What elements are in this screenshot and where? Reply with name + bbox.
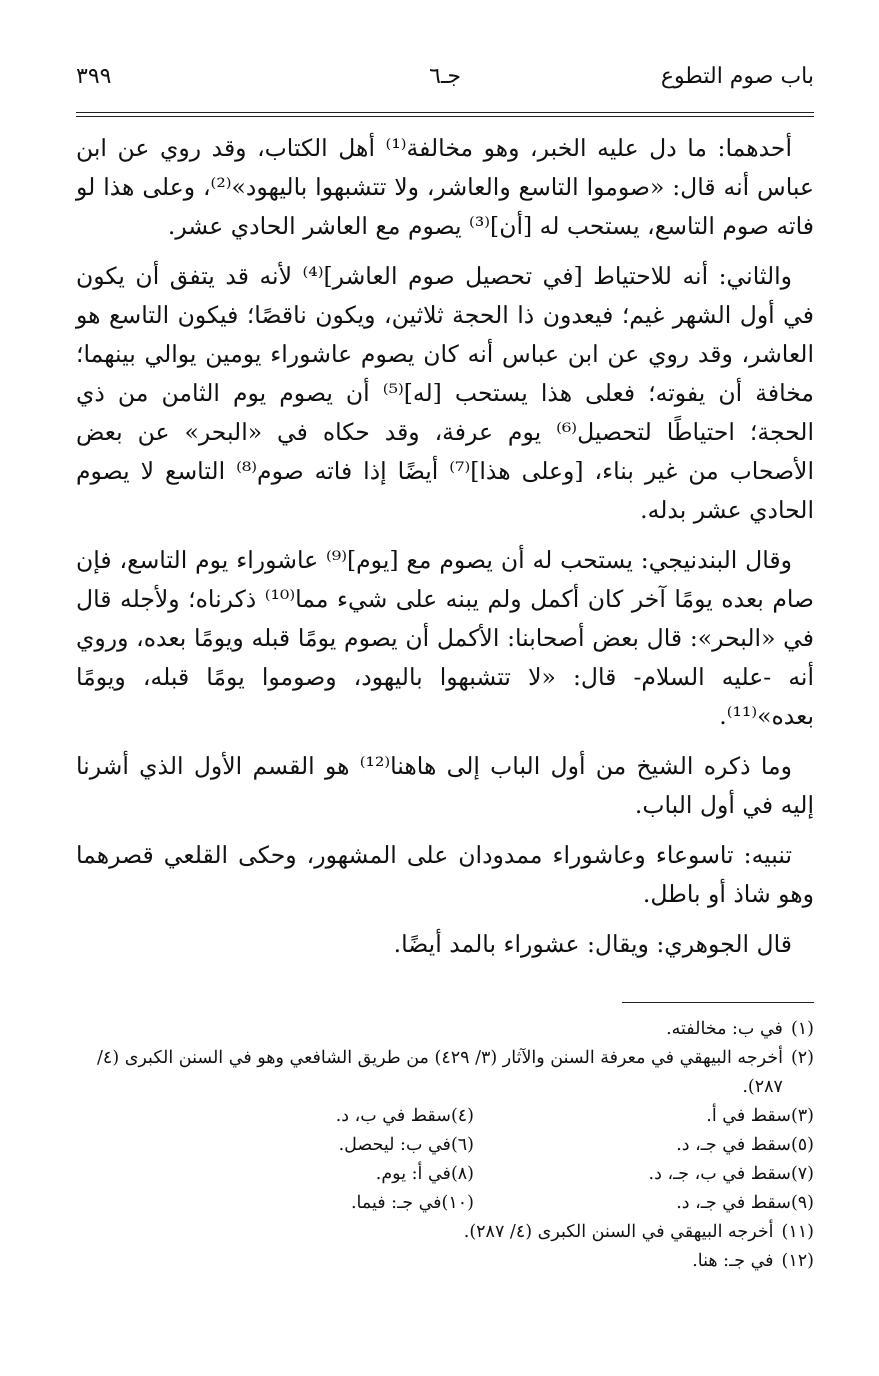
footnote-row <box>76 1189 814 1218</box>
paragraph: وما ذكره الشيخ من أول الباب إلى هاهنا⁽¹²⁾ هو القسم الأول الذي أشرنا إليه في أول الباب. <box>76 752 814 819</box>
footnote <box>474 1189 814 1218</box>
footnote-text: أخرجه البيهقي في معرفة السنن والآثار (٣/ ٤٢٩) من طريق الشافعي وهو في السنن الكبرى (٤/ ٢٨٧). <box>97 1048 783 1097</box>
footnote-text: في جـ: فيما. <box>350 1193 442 1213</box>
paragraph: قال الجوهري: ويقال: عشوراء بالمد أيضًا. <box>393 930 792 958</box>
footnote <box>474 1160 814 1189</box>
footnote-row <box>76 1102 814 1131</box>
footnote <box>134 1160 474 1189</box>
footnote-number: (٣) <box>790 1106 814 1126</box>
page-number: ٣٩٩ <box>76 64 112 89</box>
footnote-number: (٩) <box>790 1193 814 1213</box>
footnote-text: في ب: مخالفته. <box>666 1019 783 1039</box>
footnote <box>474 1131 814 1160</box>
footnote-number: (٨) <box>450 1164 474 1184</box>
paragraph: أحدهما: ما دل عليه الخبر، وهو مخالفة⁽¹⁾ أهل الكتاب، وقد روي عن ابن عباس أنه قال: «صوموا التاسع والعاشر، ولا تتشبهوا باليهود»⁽²⁾، وعلى هذا لو فاته صوم التاسع، يستحب له [أن]⁽³⁾ يصوم مع العاشر الحادي عشر. <box>76 134 814 240</box>
footnote-text: في ب: ليحصل. <box>338 1135 451 1155</box>
footnote-text: سقط في جـ، د. <box>676 1193 791 1213</box>
footnote <box>76 1247 814 1276</box>
footnote-number: (١) <box>790 1019 814 1039</box>
footnote <box>76 1015 814 1044</box>
footnote-text: في جـ: هنا. <box>692 1251 774 1271</box>
footnote-text: أخرجه البيهقي في السنن الكبرى (٤/ ٢٨٧). <box>463 1222 774 1242</box>
footnote-number: (٤) <box>450 1106 474 1126</box>
footnote <box>134 1131 474 1160</box>
footnote <box>134 1102 474 1131</box>
footnote-number: (٥) <box>790 1135 814 1155</box>
header-rule <box>76 112 814 117</box>
volume-label: جـ٦ <box>429 64 461 89</box>
footnote-row <box>76 1160 814 1189</box>
footnote-number: (١٢) <box>781 1251 814 1271</box>
footnote-text: في أ: يوم. <box>375 1164 451 1184</box>
footnote-row <box>76 1131 814 1160</box>
footnote <box>76 1044 814 1102</box>
footnote-number: (٧) <box>790 1164 814 1184</box>
footnote <box>76 1218 814 1247</box>
footnotes <box>76 1015 814 1276</box>
footnote <box>134 1189 474 1218</box>
footnote-number: (٢) <box>790 1048 814 1068</box>
footnote-separator <box>622 1002 814 1003</box>
chapter-title: باب صوم التطوع <box>660 64 814 89</box>
paragraph: تنبيه: تاسوعاء وعاشوراء ممدودان على المشهور، وحكى القلعي قصرهما وهو شاذ أو باطل. <box>76 841 814 908</box>
footnote-text: سقط في ب، جـ، د. <box>648 1164 791 1184</box>
footnote-number: (٦) <box>450 1135 474 1155</box>
paragraph: والثاني: أنه للاحتياط [في تحصيل صوم العاشر]⁽⁴⁾ لأنه قد يتفق أن يكون في أول الشهر غيم؛ فيعدون ذا الحجة ثلاثين، ويكون ناقصًا؛ فيكون التاسع هو العاشر، وقد روي عن ابن عباس أنه كان يصوم عاشوراء يومين يوالي بينهما؛ مخافة أن يفوته؛ فعلى هذا يستحب [له]⁽⁵⁾ أن يصوم يوم الثامن من ذي الحجة؛ احتياطًا لتحصيل⁽⁶⁾ يوم عرفة، وقد حكاه في «البحر» عن بعض الأصحاب من غير بناء، [وعلى هذا]⁽⁷⁾ أيضًا إذا فاته صوم⁽⁸⁾ التاسع لا يصوم الحادي عشر بدله. <box>76 262 814 524</box>
footnote-number: (١٠) <box>441 1193 474 1213</box>
page-header <box>76 58 814 102</box>
footnote-text: سقط في جـ، د. <box>676 1135 791 1155</box>
main-text <box>76 129 814 964</box>
footnote-text: سقط في ب، د. <box>335 1106 451 1126</box>
paragraph: وقال البندنيجي: يستحب له أن يصوم مع [يوم]⁽⁹⁾ عاشوراء يوم التاسع، فإن صام بعده يومًا آخر كان أكمل ولم يبنه على شيء مما⁽¹⁰⁾ ذكرناه؛ ولأجله قال في «البحر»: قال بعض أصحابنا: الأكمل أن يصوم يومًا قبله ويومًا بعده، وروي أنه -عليه السلام- قال: «لا تتشبهوا باليهود، وصوموا يومًا قبله، ويومًا بعده»⁽¹¹⁾. <box>76 546 814 730</box>
footnote <box>474 1102 814 1131</box>
footnote-number: (١١) <box>781 1222 814 1242</box>
footnote-text: سقط في أ. <box>706 1106 791 1126</box>
book-page <box>76 58 814 1276</box>
